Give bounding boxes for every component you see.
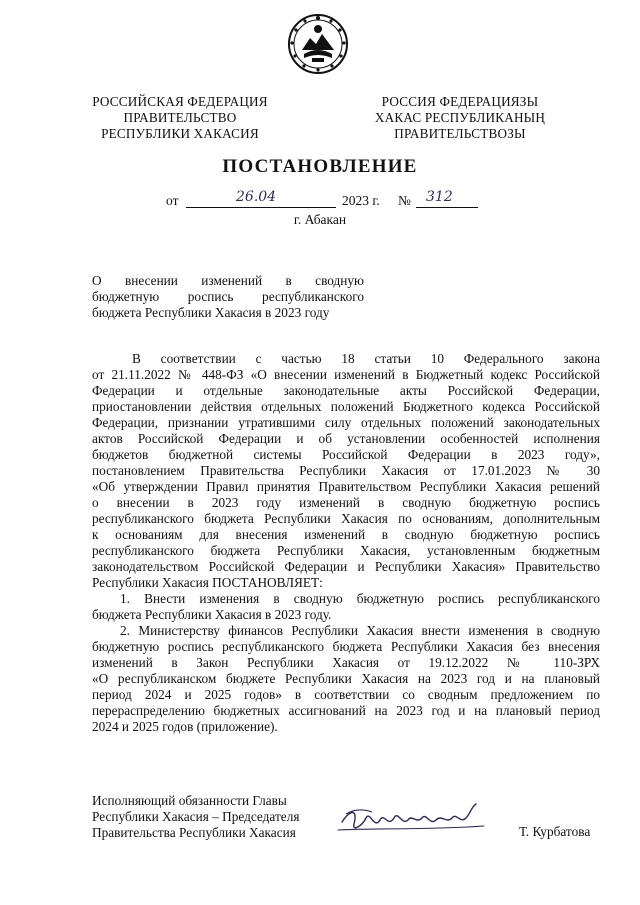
header-left-line-1: РОССИЙСКАЯ ФЕДЕРАЦИЯ bbox=[92, 94, 268, 109]
preamble-line: «Об утверждении Правил принятия Правительством Республики Хакасия решений bbox=[92, 479, 600, 494]
date-underline bbox=[186, 207, 336, 208]
signer-name: Т. Курбатова bbox=[519, 824, 591, 839]
year-label: 2023 г. bbox=[342, 193, 380, 208]
subject-block bbox=[92, 273, 364, 321]
coat-of-arms-emblem bbox=[286, 12, 350, 76]
preamble-line: законодательством Российской Федерации и Республики Хакасия» Правительство bbox=[92, 559, 600, 574]
preamble-line: В соответствии с частью 18 статьи 10 Федерального закона bbox=[132, 351, 600, 366]
handwritten-signature bbox=[336, 800, 496, 840]
preamble-line: к основаниям для внесения изменений в сводную бюджетную роспись bbox=[92, 527, 600, 542]
signer-position bbox=[92, 793, 299, 841]
number-underline bbox=[416, 207, 478, 208]
preamble-line: от 21.11.2022 № 448-ФЗ «О внесении изменений в Бюджетный кодекс Российской bbox=[92, 367, 600, 382]
number-label: № bbox=[398, 193, 411, 208]
document-title: ПОСТАНОВЛЕНИЕ bbox=[222, 156, 418, 177]
preamble-line: республиканского бюджета Республики Хакасия по основаниям, дополнительным bbox=[92, 511, 600, 526]
date-number-line bbox=[0, 191, 640, 211]
header-russian bbox=[80, 94, 280, 142]
preamble-line: актов Российской Федерации и об установлении особенностей исполнения bbox=[92, 431, 600, 446]
preamble-line: Республики Хакасия ПОСТАНОВЛЯЕТ: bbox=[92, 575, 323, 590]
item-1-line: бюджета Республики Хакасия в 2023 году. bbox=[92, 607, 332, 622]
preamble-line: о внесении в 2023 году изменений в сводную бюджетную роспись bbox=[92, 495, 600, 510]
signer-line: Республики Хакасия – Председателя bbox=[92, 809, 300, 824]
item-2-line: изменений в Закон Республики Хакасия от 19.12.2022 № 110-ЗРХ bbox=[92, 655, 600, 670]
item-2-line: 2024 и 2025 годов (приложение). bbox=[92, 719, 278, 734]
header-right-line-2: ХАКАС РЕСПУБЛИКАНЫҢ bbox=[374, 110, 546, 125]
item-2-line: период 2024 и 2025 годов» в соответствии со сводным предложением по bbox=[92, 687, 600, 702]
preamble-line: приостановлении действия отдельных положений Бюджетного кодекса Российской bbox=[92, 399, 600, 414]
preamble-line: Федерации, признании утратившими силу отдельных положений законодательных bbox=[92, 415, 600, 430]
preamble-line: республиканского бюджета Республики Хакасия, установленным бюджетным bbox=[92, 543, 600, 558]
preamble-line: Федерации и отдельные законодательные акты Российской Федерации, bbox=[92, 383, 600, 398]
subject-line: бюджета Республики Хакасия в 2023 году bbox=[92, 305, 330, 320]
document-body bbox=[92, 351, 600, 735]
number-handwritten: 312 bbox=[426, 189, 453, 205]
from-label: от bbox=[166, 193, 179, 208]
signer-line: Правительства Республики Хакасия bbox=[92, 825, 296, 840]
header-right-line-3: ПРАВИТЕЛЬСТВОЗЫ bbox=[394, 126, 526, 141]
preamble-line: бюджетов бюджетной системы Российской Федерации в 2023 году», bbox=[92, 447, 600, 462]
subject-line: О внесении изменений в сводную bbox=[92, 273, 364, 288]
header-right-line-1: РОССИЯ ФЕДЕРАЦИЯЗЫ bbox=[381, 94, 539, 109]
item-2-line: бюджетную роспись республиканского бюджета Республики Хакасия без внесения bbox=[92, 639, 600, 654]
date-handwritten: 26.04 bbox=[236, 189, 277, 205]
city-name: г. Абакан bbox=[293, 212, 347, 227]
item-2-line: «О республиканском бюджете Республики Хакасия на 2023 год и на плановый bbox=[92, 671, 600, 686]
subject-line: бюджетную роспись республиканского bbox=[92, 289, 364, 304]
header-left-line-3: РЕСПУБЛИКИ ХАКАСИЯ bbox=[101, 126, 259, 141]
header-left-line-2: ПРАВИТЕЛЬСТВО bbox=[123, 110, 237, 125]
preamble-line: постановлением Правительства Республики Хакасия от 17.01.2023 № 30 bbox=[92, 463, 600, 478]
item-2-line: 2. Министерству финансов Республики Хакасия внести изменения в сводную bbox=[120, 623, 600, 638]
header-khakas bbox=[355, 94, 565, 142]
item-2-line: перераспределению бюджетных ассигнований на 2023 год и на плановый период bbox=[92, 703, 600, 718]
item-1-line: 1. Внести изменения в сводную бюджетную роспись республиканского bbox=[120, 591, 600, 606]
signer-line: Исполняющий обязанности Главы bbox=[92, 793, 287, 808]
